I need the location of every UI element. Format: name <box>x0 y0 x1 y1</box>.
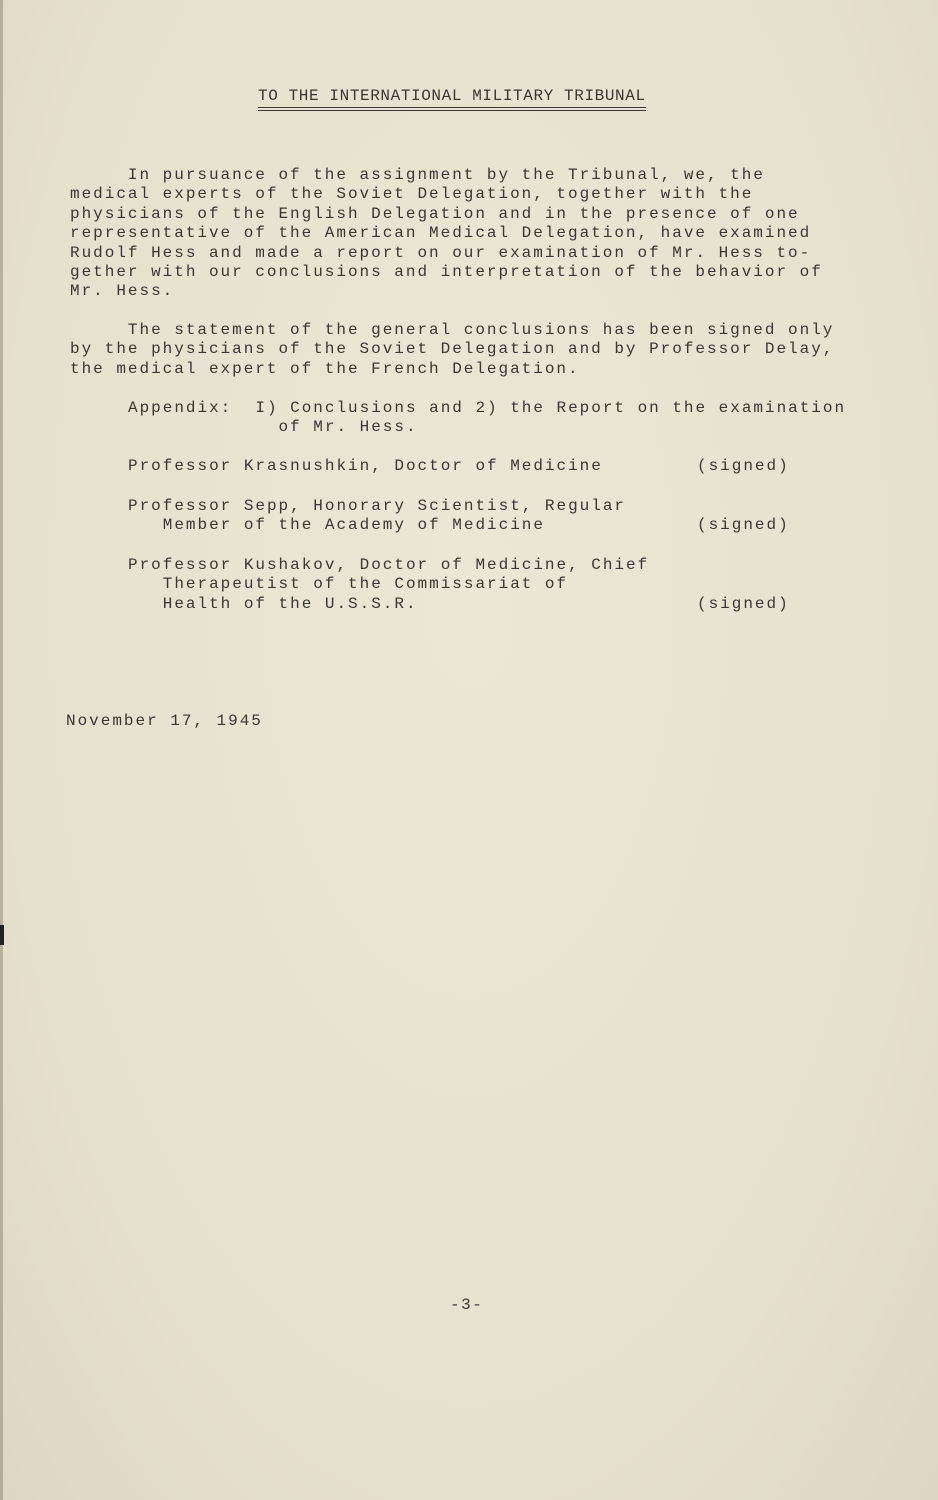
text-line: gether with our conclusions and interpretation of the behavior of <box>70 262 823 281</box>
text-line: of Mr. Hess. <box>128 418 418 437</box>
signed-status: (signed) <box>697 595 790 613</box>
paragraph-2 <box>70 321 834 379</box>
binding-mark <box>0 925 4 945</box>
text-line: Mr. Hess. <box>70 282 175 301</box>
document-date: November 17, 1945 <box>66 712 263 730</box>
text-line: Appendix: I) Conclusions and 2) the Report on the examination <box>128 399 847 417</box>
signatory-sepp <box>128 497 626 536</box>
text-line: The statement of the general conclusions has been signed only <box>70 321 835 339</box>
signatory-kushakov <box>128 556 649 614</box>
appendix <box>128 399 846 438</box>
text-line: the medical expert of the French Delegation. <box>70 359 580 378</box>
text-line: Professor Krasnushkin, Doctor of Medicine <box>128 457 603 475</box>
text-line: Health of the U.S.S.R. <box>128 594 418 613</box>
paragraph-1 <box>70 166 823 302</box>
text-line: Professor Sepp, Honorary Scientist, Regular <box>128 497 627 515</box>
signed-status: (signed) <box>697 516 790 534</box>
signed-status: (signed) <box>697 457 790 475</box>
text-line: Rudolf Hess and made a report on our examination of Mr. Hess to- <box>70 243 812 262</box>
text-line: Professor Kushakov, Doctor of Medicine, Chief <box>128 556 650 574</box>
text-line: Member of the Academy of Medicine <box>128 516 545 535</box>
text-line: representative of the American Medical Delegation, have examined <box>70 224 812 243</box>
signatory-krasnushkin <box>128 457 603 476</box>
page-number: -3- <box>450 1296 484 1314</box>
text-line: by the physicians of the Soviet Delegation and by Professor Delay, <box>70 340 835 359</box>
page-edge <box>0 0 3 1500</box>
document-title: TO THE INTERNATIONAL MILITARY TRIBUNAL <box>258 87 646 108</box>
text-line: In pursuance of the assignment by the Tribunal, we, the <box>70 166 765 184</box>
text-line: physicians of the English Delegation and in the presence of one <box>70 204 800 223</box>
text-line: medical experts of the Soviet Delegation, together with the <box>70 185 754 204</box>
text-line: Therapeutist of the Commissariat of <box>128 575 569 594</box>
